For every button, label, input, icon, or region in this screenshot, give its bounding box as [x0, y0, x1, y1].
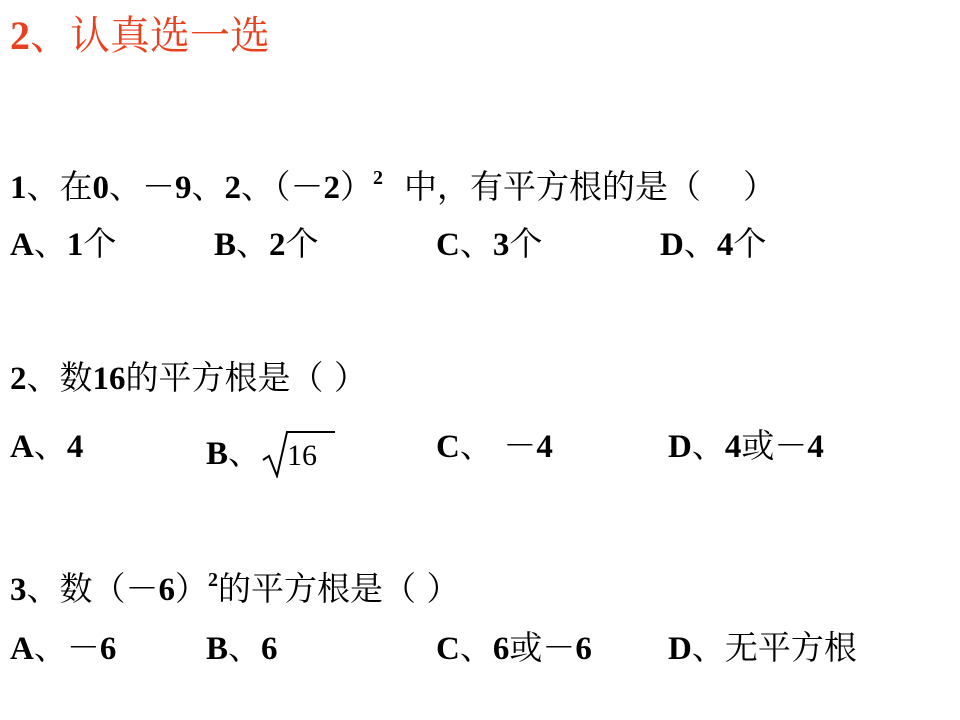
option-sep: 、 — [228, 628, 262, 667]
q1-value-neg2: 2 — [323, 170, 340, 206]
option-value: 4 — [536, 429, 553, 465]
option-letter: B — [214, 227, 237, 263]
option-unit: 个 — [509, 224, 543, 263]
option-sep: 、 — [691, 628, 725, 667]
option-value: 4 — [66, 429, 84, 465]
option-sep: 、－ — [33, 628, 100, 667]
q1-option-b[interactable] — [214, 224, 319, 265]
option-letter: D — [660, 227, 684, 263]
q1-option-d[interactable] — [660, 224, 766, 265]
q2-number: 2 — [10, 361, 27, 397]
option-value: 6 — [261, 631, 278, 667]
square-root-expression — [261, 426, 337, 478]
option-value: 2 — [269, 227, 286, 263]
q1-number: 1 — [10, 170, 27, 206]
q2-value-16: 16 — [92, 361, 126, 397]
q1-option-a[interactable] — [10, 224, 116, 265]
option-value-2: 4 — [807, 429, 824, 465]
option-unit: 个 — [83, 224, 117, 263]
section-number: 2 — [10, 13, 30, 58]
option-value: 6 — [492, 631, 510, 667]
q1-text-pre: 、在 — [26, 167, 93, 206]
q3-option-c[interactable] — [436, 628, 592, 669]
option-value: 4 — [724, 429, 742, 465]
option-value-2: 6 — [575, 631, 592, 667]
option-letter: A — [10, 429, 34, 465]
option-letter: C — [436, 227, 460, 263]
q1-sep-2: 、 — [191, 167, 225, 206]
q1-text-post: 中，有平方根的是（ ） — [383, 167, 776, 206]
q3-number: 3 — [10, 572, 27, 608]
q1-option-c[interactable] — [436, 224, 542, 265]
question-1 — [10, 158, 776, 208]
q3-option-b[interactable] — [206, 628, 278, 669]
q3-text-post: 的平方根是（ ） — [218, 569, 460, 608]
q3-close-paren: ） — [175, 569, 208, 608]
option-sep: 、 — [33, 224, 67, 263]
q2-text-pre: 、数 — [26, 358, 93, 397]
option-or: 或－ — [509, 628, 576, 667]
q1-value-2: 2 — [224, 170, 241, 206]
q1-exponent: 2 — [373, 167, 383, 189]
option-value: 3 — [492, 227, 510, 263]
option-letter: C — [436, 631, 460, 667]
option-letter: A — [10, 227, 34, 263]
option-sep: 、 — [459, 628, 493, 667]
option-sep: 、 — [228, 433, 262, 472]
q1-value-9: 9 — [175, 170, 192, 206]
q2-option-a[interactable] — [10, 426, 83, 467]
q3-option-d[interactable] — [668, 628, 857, 669]
q2-option-c[interactable] — [436, 426, 553, 467]
option-text: 无平方根 — [724, 628, 857, 667]
option-letter: D — [668, 631, 692, 667]
q1-close-paren: ） — [340, 167, 373, 206]
option-sep: 、 － — [459, 426, 537, 465]
question-3 — [10, 560, 460, 610]
option-value: 4 — [716, 227, 734, 263]
option-sep: 、 — [33, 426, 67, 465]
q1-sep-3: 、（－ — [241, 167, 324, 206]
option-letter: C — [436, 429, 460, 465]
q2-option-d[interactable] — [668, 426, 824, 467]
q2-option-b[interactable] — [206, 426, 337, 478]
option-sep: 、 — [236, 224, 270, 263]
q1-value-0: 0 — [92, 170, 109, 206]
question-2 — [10, 358, 367, 399]
q3-text-pre: 、数（－ — [26, 569, 159, 608]
section-title — [10, 10, 270, 62]
option-sep: 、 — [683, 224, 717, 263]
option-letter: D — [668, 429, 692, 465]
q1-sep-1: 、－ — [109, 167, 175, 206]
option-value: 1 — [66, 227, 84, 263]
option-or: 或－ — [741, 426, 808, 465]
option-letter: B — [206, 436, 229, 472]
radicand: 16 — [287, 439, 318, 472]
option-unit: 个 — [285, 224, 319, 263]
q3-value-6: 6 — [158, 572, 175, 608]
option-unit: 个 — [733, 224, 767, 263]
q3-exponent: 2 — [208, 569, 218, 591]
q2-text-post: 的平方根是（ ） — [125, 358, 367, 397]
section-title-text: 、认真选一选 — [30, 13, 270, 59]
option-sep: 、 — [459, 224, 493, 263]
option-letter: B — [206, 631, 229, 667]
option-sep: 、 — [691, 426, 725, 465]
option-value: 6 — [99, 631, 117, 667]
option-letter: A — [10, 631, 34, 667]
q3-option-a[interactable] — [10, 628, 116, 669]
